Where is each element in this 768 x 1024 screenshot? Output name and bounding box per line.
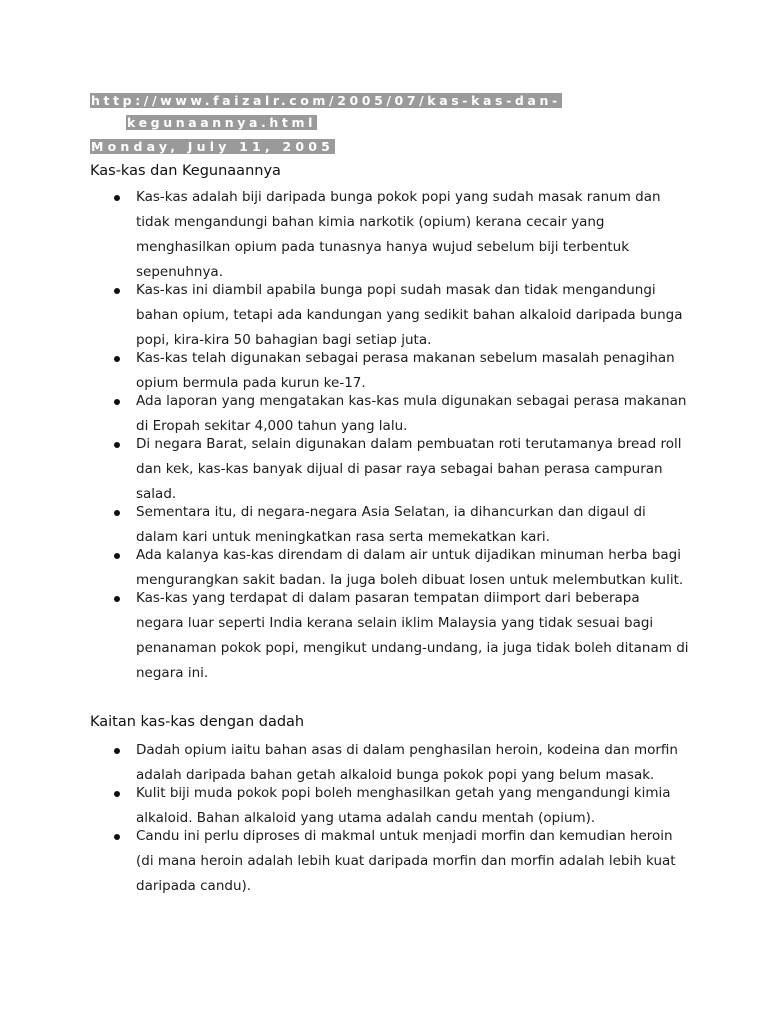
list-item: Kas-kas telah digunakan sebagai perasa makanan sebelum masalah penagihan opium bermula pada kurun ke-17. xyxy=(90,346,690,396)
list-item: Ada kalanya kas-kas direndam di dalam air untuk dijadikan minuman herba bagi mengurangkan sakit badan. Ia juga boleh dibuat losen untuk melembutkan kulit. xyxy=(90,543,690,593)
post-date: Monday, July 11, 2005 xyxy=(91,139,335,154)
list-item: Ada laporan yang mengatakan kas-kas mula digunakan sebagai perasa makanan di Eropah sekitar 4,000 tahun yang lalu. xyxy=(90,389,690,439)
section-title-kaitan: Kaitan kas-kas dengan dadah xyxy=(90,714,305,730)
list-item: Kas-kas yang terdapat di dalam pasaran tempatan diimport dari beberapa negara luar seperti India kerana selain iklim Malaysia yang tidak sesuai bagi penanaman pokok popi, mengikut undang-undang, ia juga tidak boleh ditanam di negara ini. xyxy=(90,586,690,686)
source-url-line1[interactable]: http://www.faizalr.com/2005/07/kas-kas-dan- xyxy=(91,93,561,108)
kaitan-list xyxy=(90,738,690,899)
section-title-kaskas: Kas-kas dan Kegunaannya xyxy=(90,163,281,179)
list-item: Candu ini perlu diproses di makmal untuk menjadi morfin dan kemudian heroin (di mana heroin adalah lebih kuat daripada morfin dan morfin adalah lebih kuat daripada candu). xyxy=(90,824,690,899)
kaskas-list xyxy=(90,185,690,686)
list-item: Di negara Barat, selain digunakan dalam pembuatan roti terutamanya bread roll dan kek, kas-kas banyak dijual di pasar raya sebagai bahan perasa campuran salad. xyxy=(90,432,690,507)
list-item: Kulit biji muda pokok popi boleh menghasilkan getah yang mengandungi kimia alkaloid. Bahan alkaloid yang utama adalah candu mentah (opium). xyxy=(90,781,690,831)
list-item: Sementara itu, di negara-negara Asia Selatan, ia dihancurkan dan digaul di dalam kari untuk meningkatkan rasa serta memekatkan kari. xyxy=(90,500,690,550)
list-item: Kas-kas ini diambil apabila bunga popi sudah masak dan tidak mengandungi bahan opium, tetapi ada kandungan yang sedikit bahan alkaloid daripada bunga popi, kira-kira 50 bahagian bagi setiap juta. xyxy=(90,278,690,353)
source-url-line2[interactable]: kegunaannya.html xyxy=(127,115,316,130)
list-item: Kas-kas adalah biji daripada bunga pokok popi yang sudah masak ranum dan tidak mengandungi bahan kimia narkotik (opium) kerana cecair yang menghasilkan opium pada tunasnya hanya wujud sebelum biji terbentuk sepenuhnya. xyxy=(90,185,690,285)
list-item: Dadah opium iaitu bahan asas di dalam penghasilan heroin, kodeina dan morfin adalah daripada bahan getah alkaloid bunga pokok popi yang belum masak. xyxy=(90,738,690,788)
